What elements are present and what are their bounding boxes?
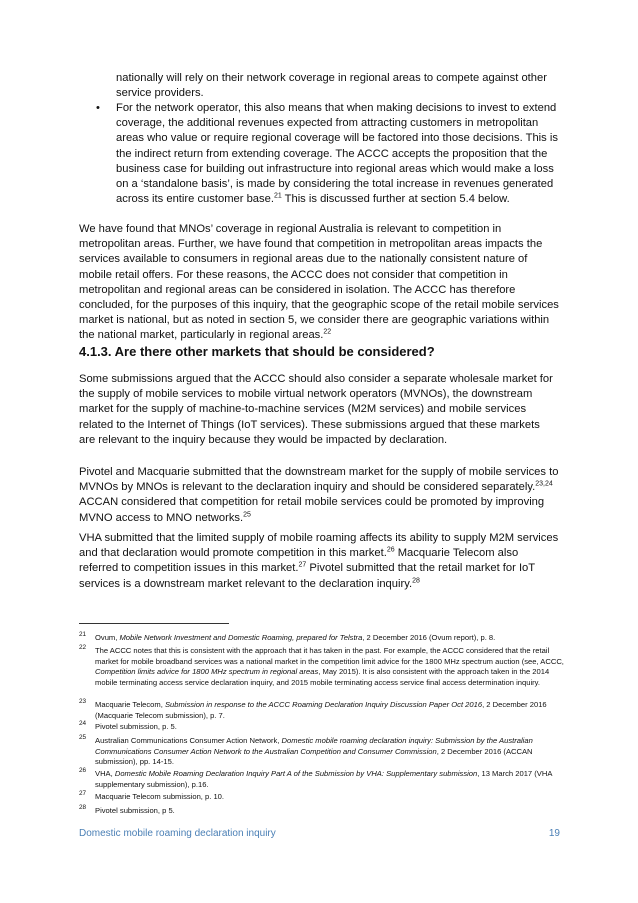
footnote-ref[interactable]: 21 [273, 192, 282, 200]
footnote-ref[interactable]: 23,24 [535, 480, 553, 488]
footnote-ref[interactable]: 22 [323, 328, 332, 336]
footnote-number: 22 [79, 644, 87, 651]
footnote-ref[interactable]: 26 [386, 546, 395, 554]
paragraph-submissions: Some submissions argued that the ACCC should also consider a separate wholesale market for the supply of mobile services to mobile virtual network operators (MVNOs), the downstream market for the supply of machine-to-machine services (M2M services) and mobile services related to the Internet of Things (IoT services). These submissions argued that these markets are relevant to the inquiry because they would be impacted by declaration. [79, 373, 553, 446]
footnote-ref[interactable]: 25 [243, 510, 251, 518]
footnote-number: 26 [79, 767, 87, 774]
footnote-divider [79, 623, 229, 624]
bullet-text: For the network operator, this also means that when making decisions to invest to extend coverage, the additional revenues expected from attracting customers in metropolitan areas who value or require regional coverage will be factored into those decisions. This is the indirect return from extending coverage. The ACCC accepts the proposition that the business case for building out infrastructure into regional areas which would make a loss on a ‘standalone basis’, is made by considering the total increase in revenues generated across its entire customer base.$^{21}$ This is discussed further at section 5.4 below. [116, 102, 558, 206]
continuation-text: nationally will rely on their network coverage in regional areas to compete against other service providers. [116, 72, 547, 100]
footnote-number: 25 [79, 734, 87, 741]
footnote-number: 24 [79, 720, 87, 727]
paragraph-pivotel-macquarie: Pivotel and Macquarie submitted that the downstream market for the supply of mobile services to MVNOs by MNOs is relevant to the declaration inquiry and should be considered separately.$^{23,24}$ ACCAN considered that competition for retail mobile services could be promoted by improving MVNO access to MNO networks.$^{25}$ [79, 466, 559, 524]
footnote-ref[interactable]: 28 [412, 576, 420, 584]
section-heading: 4.1.3. Are there other markets that should be considered? [79, 344, 435, 359]
document-page: nationally will rely on their network coverage in regional areas to compete against other service providers. • For the network operator, this also means that when making decisions to invest to extend coverage, the additional revenues expected from attracting customers in metropolitan areas who value or require regional coverage will be factored into those decisions. This is the indirect return from extending coverage. The ACCC accepts the proposition that the business case for building out infrastructure into regional areas which would make a loss on a ‘standalone basis’, is made by considering the total increase in revenues generated across its entire customer base.$^{21}$ This is discussed further at section 5.4 below. We have found that MNOs’ coverage in regional Australia is relevant to competition in metropolitan areas. Further, we have found that competition in metropolitan areas impacts the services available to consumers in regional areas due to the nationally consistent nature of mobile retail offers. For these reasons, the ACCC does not consider that competition in metropolitan and regional areas can be considered in isolation. The ACCC has therefore concluded, for the purposes of this inquiry, that the geographic scope of the retail mobile services market is national, but as noted in section 5, we consider there are geographic variations within the national market, particularly in regional areas.$^{22}$ 4.1.3. Are there other markets that should be considered? Some submissions argued that the ACCC should also consider a separate wholesale market for the supply of mobile services to mobile virtual network operators (MVNOs), the downstream market for the supply of machine-to-machine services (M2M services) and mobile services related to the Internet of Things (IoT services). These submissions argued that these markets are relevant to the inquiry because they would be impacted by declaration. Pivotel and Macquarie submitted that the downstream market for the supply of mobile services to MVNOs by MNOs is relevant to the declaration inquiry and should be considered separately.$^{23,24}$ ACCAN considered that competition for retail mobile services could be promoted by improving MVNO access to MNO networks.$^{25}$ VHA submitted that the limited supply of mobile roaming affects its ability to supply M2M services and that declaration would promote competition in this market.$^{26}$ Macquarie Telecom also referred to competition issues in this market.$^{27}$ Pivotel submitted that the retail market for IoT services is a downstream market relevant to the declaration inquiry.$^{28}$ 21 Ovum, Mobile Network Investment and Domestic Roaming, prepared for Telstra, 2 December 2016 (Ovum report), p. 8. 22 The ACCC notes that this is consistent with the approach that it has taken in the past. For example, the ACCC considered that the retail market for mobile broadband services was a national market in the competition limit advice for the 1800 MHz spectrum auction (see, ACCC, Competition limits advice for 1800 MHz spectrum in regional areas, May 2015). It is also consistent with the approach taken in the 2014 mobile terminating access service declaration inquiry, and 2015 mobile terminating access service final access determination inquiry. 23 Macquarie Telecom, Submission in response to the ACCC Roaming Declaration Inquiry Discussion Paper Oct 2016, 2 December 2016 (Macquarie Telecom submission), p. 7. 24 Pivotel submission, p. 5. 25 Australian Communications Consumer Action Network, Domestic mobile roaming declaration inquiry: Submission by the Australian Communications Consumer Action Network to the Australian Competition and Consumer Commission, 2 December 2016 (ACCAN submission), pp. 14-15. 26 VHA, Domestic Mobile Roaming Declaration Inquiry Part A of the Submission by VHA: Supplementary submission, 13 March 2017 (VHA supplementary submission), p.16. 27 Macquarie Telecom submission, p. 10. 28 Pivotel submission, p 5. Domestic mobile roaming declaration inquiry 19 [79, 72, 564, 839]
footnote-number: 23 [79, 698, 87, 705]
paragraph-vha: VHA submitted that the limited supply of mobile roaming affects its ability to supply M2M services and that declaration would promote competition in this market.$^{26}$ Macquarie Telecom also referred to competition issues in this market.$^{27}$ Pivotel submitted that the retail market for IoT services is a downstream market relevant to the declaration inquiry.$^{28}$ [79, 532, 559, 590]
footnote-number: 28 [79, 804, 87, 811]
footnote-ref[interactable]: 27 [298, 561, 307, 569]
footnote-number: 21 [79, 631, 87, 638]
bullet-icon: • [96, 102, 100, 114]
paragraph-geographic-scope: We have found that MNOs’ coverage in regional Australia is relevant to competition in metropolitan areas. Further, we have found that competition in metropolitan areas impacts the services available to consumers in regional areas due to the nationally consistent nature of mobile retail offers. For these reasons, the ACCC does not consider that competition in metropolitan and regional areas can be considered in isolation. The ACCC has therefore concluded, for the purposes of this inquiry, that the geographic scope of the retail mobile services market is national, but as noted in section 5, we consider there are geographic variations within the national market, particularly in regional areas.$^{22}$ [79, 223, 559, 342]
page-number: 19 [548, 828, 560, 839]
footnote-number: 27 [79, 790, 87, 797]
footer-title: Domestic mobile roaming declaration inquiry [79, 828, 276, 839]
